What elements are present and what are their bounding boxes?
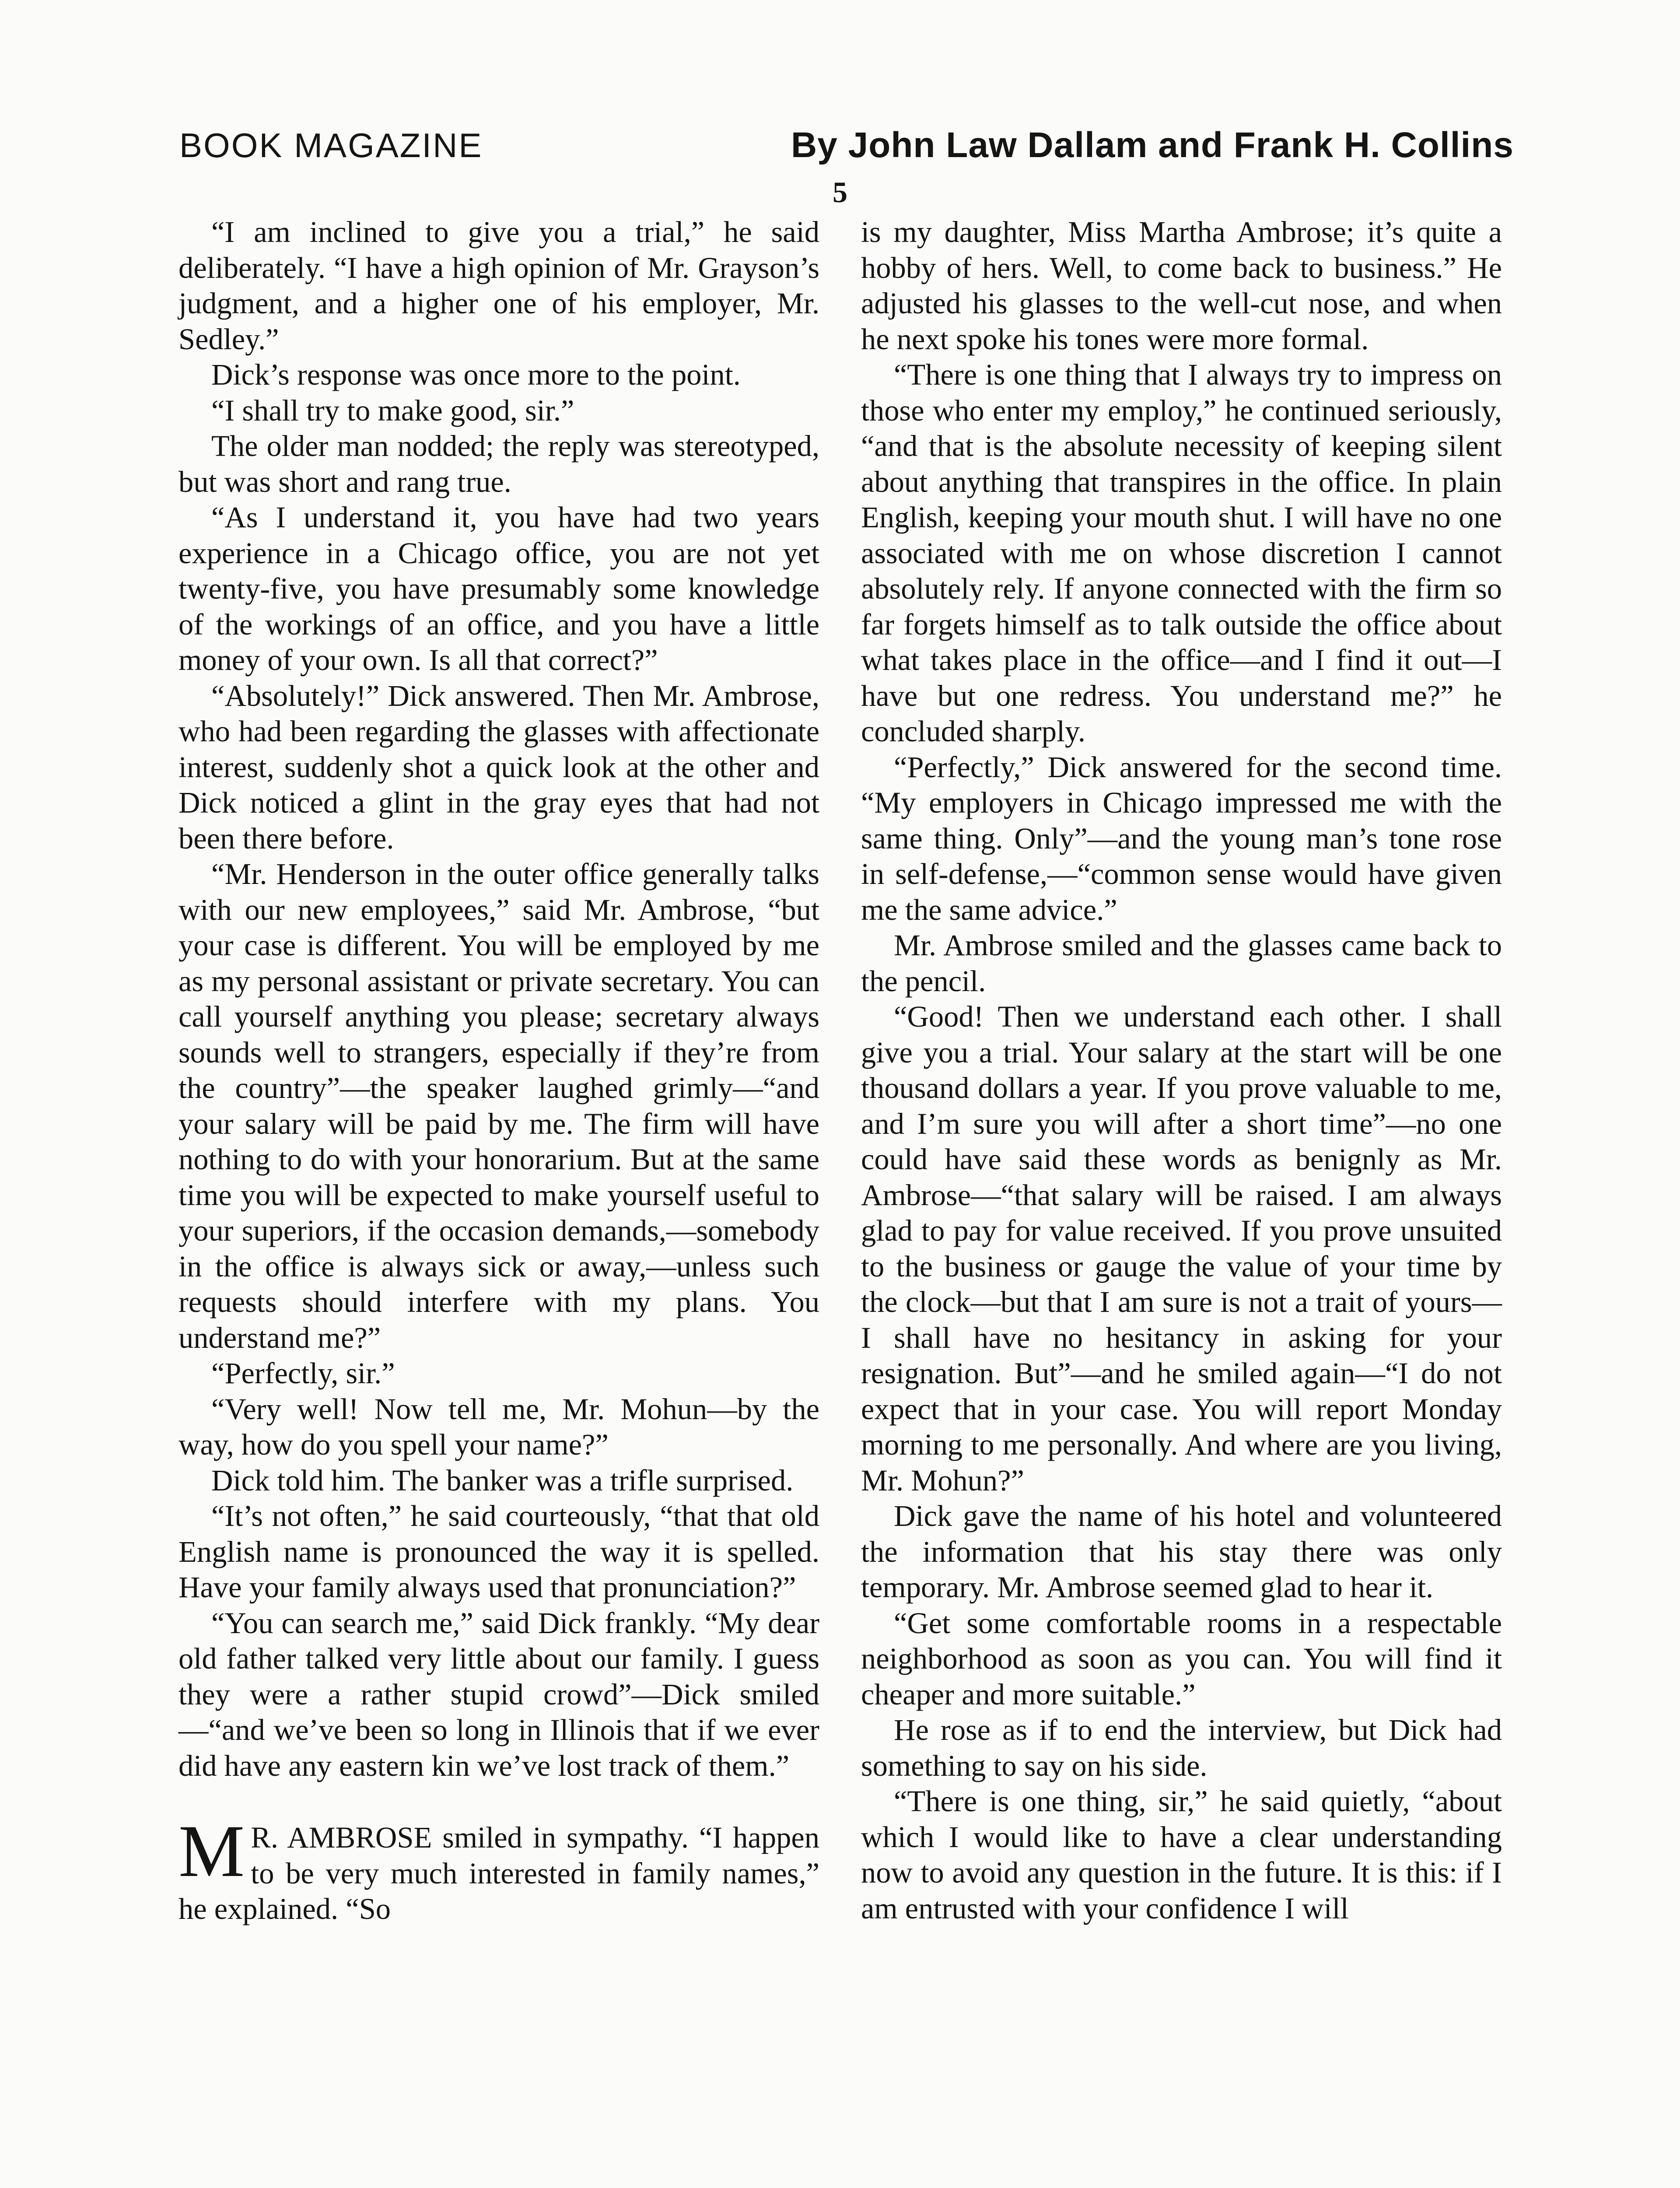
paragraph: Dick gave the name of his hotel and volunteered the information that his stay there was only temporary. Mr. Ambrose seemed glad to hear it. (861, 1499, 1502, 1604)
page-header (179, 125, 1514, 166)
paragraph: “Mr. Henderson in the outer office generally talks with our new employees,” said Mr. Ambrose, “but your case is different. You will be employed by me as my personal assistant or private secretary. You can call yourself anything you please; secretary always sounds well to strangers, especially if they’re from the country”—the speaker laughed grimly—“and your salary will be paid by me. The firm will have nothing to do with your honorarium. But at the same time you will be expected to make yourself useful to your superiors, if the occasion demands,—somebody in the office is always sick or away,—unless such requests should interfere with my plans. You understand me?” (178, 857, 819, 1354)
author-byline: By John Law Dallam and Frank H. Collins (791, 125, 1514, 165)
paragraph: “Perfectly, sir.” (211, 1357, 395, 1390)
paragraph: “I am inclined to give you a trial,” he said deliberately. “I have a high opinion of Mr. Grayson’s judgment, and a higher one of his employer, Mr. Sedley.” (178, 215, 819, 356)
paragraph: “I shall try to make good, sir.” (211, 393, 574, 427)
dropcap-paragraph (178, 1810, 819, 1927)
paragraph: “There is one thing that I always try to impress on those who enter my employ,” he continued seriously, “and that is the absolute necessity of keeping silent about anything that transpires in the office. In plain English, keeping your mouth shut. I will have no one associated with me on whose discretion I cannot absolutely rely. If anyone connected with the firm so far forgets himself as to talk outside the office about what takes place in the office—and I find it out—I have but one redress. You understand me?” he concluded sharply. (861, 358, 1502, 748)
magazine-title: BOOK MAGAZINE (179, 126, 483, 165)
page-number: 5 (833, 175, 847, 209)
paragraph: is my daughter, Miss Martha Ambrose; it’s quite a hobby of hers. Well, to come back to business.” He adjusted his glasses to the well-cut nose, and when he next spoke his tones were more formal. (861, 215, 1502, 356)
left-column (178, 214, 819, 1927)
paragraph: “Absolutely!” Dick answered. Then Mr. Ambrose, who had been regarding the glasses with affectionate interest, suddenly shot a quick look at the other and Dick noticed a glint in the gray eyes that had not been there before. (178, 679, 819, 855)
right-column (861, 214, 1502, 1926)
paragraph: Dick told him. The banker was a trifle surprised. (211, 1463, 794, 1497)
paragraph: “There is one thing, sir,” he said quietly, “about which I would like to have a clear understanding now to avoid any question in the future. It is this: if I am entrusted with your confidence I will (861, 1785, 1502, 1925)
paragraph: The older man nodded; the reply was stereotyped, but was short and rang true. (178, 429, 819, 498)
paragraph: “Perfectly,” Dick answered for the second time. “My employers in Chicago impressed me with the same thing. Only”—and the young man’s tone rose in self-defense,—“common sense would have given me the same advice.” (861, 750, 1502, 926)
paragraph: “You can search me,” said Dick frankly. “My dear old father talked very little about our family. I guess they were a rather stupid crowd”—Dick smiled—“and we’ve been so long in Illinois that if we ever did have any eastern kin we’ve lost track of them.” (178, 1606, 819, 1782)
paragraph: “Good! Then we understand each other. I shall give you a trial. Your salary at the start will be one thousand dollars a year. If you prove valuable to me, and I’m sure you will after a short time”—no one could have said these words as benignly as Mr. Ambrose—“that salary will be raised. I am always glad to pay for value received. If you prove unsuited to the business or gauge the value of your time by the clock—but that I am sure is not a trait of yours—I shall have no hesitancy in asking for your resignation. But”—and he smiled again—“I do not expect that in your case. You will report Monday morning to me personally. And where are you living, Mr. Mohun?” (861, 1000, 1502, 1497)
paragraph: “Very well! Now tell me, Mr. Mohun—by the way, how do you spell your name?” (178, 1392, 819, 1461)
paragraph: He rose as if to end the interview, but Dick had something to say on his side. (861, 1713, 1502, 1782)
paragraph: “It’s not often,” he said courteously, “that that old English name is pronounced the way it is spelled. Have your family always used that pronunciation?” (178, 1499, 819, 1604)
dropcap-paragraph-text: R. AMBROSE smiled in sympathy. “I happen to be very much interested in family names,” he explained. “So (178, 1821, 819, 1925)
paragraph: “As I understand it, you have had two years experience in a Chicago office, you are not yet twenty-five, you have presumably some knowledge of the workings of an office, and you have a little money of your own. Is all that correct?” (178, 501, 819, 677)
paragraph: Dick’s response was once more to the point. (211, 358, 741, 391)
paragraph: Mr. Ambrose smiled and the glasses came back to the pencil. (861, 929, 1502, 998)
drop-cap-initial: M (178, 1810, 245, 1892)
paragraph: “Get some comfortable rooms in a respectable neighborhood as soon as you can. You will find it cheaper and more suitable.” (861, 1606, 1502, 1711)
